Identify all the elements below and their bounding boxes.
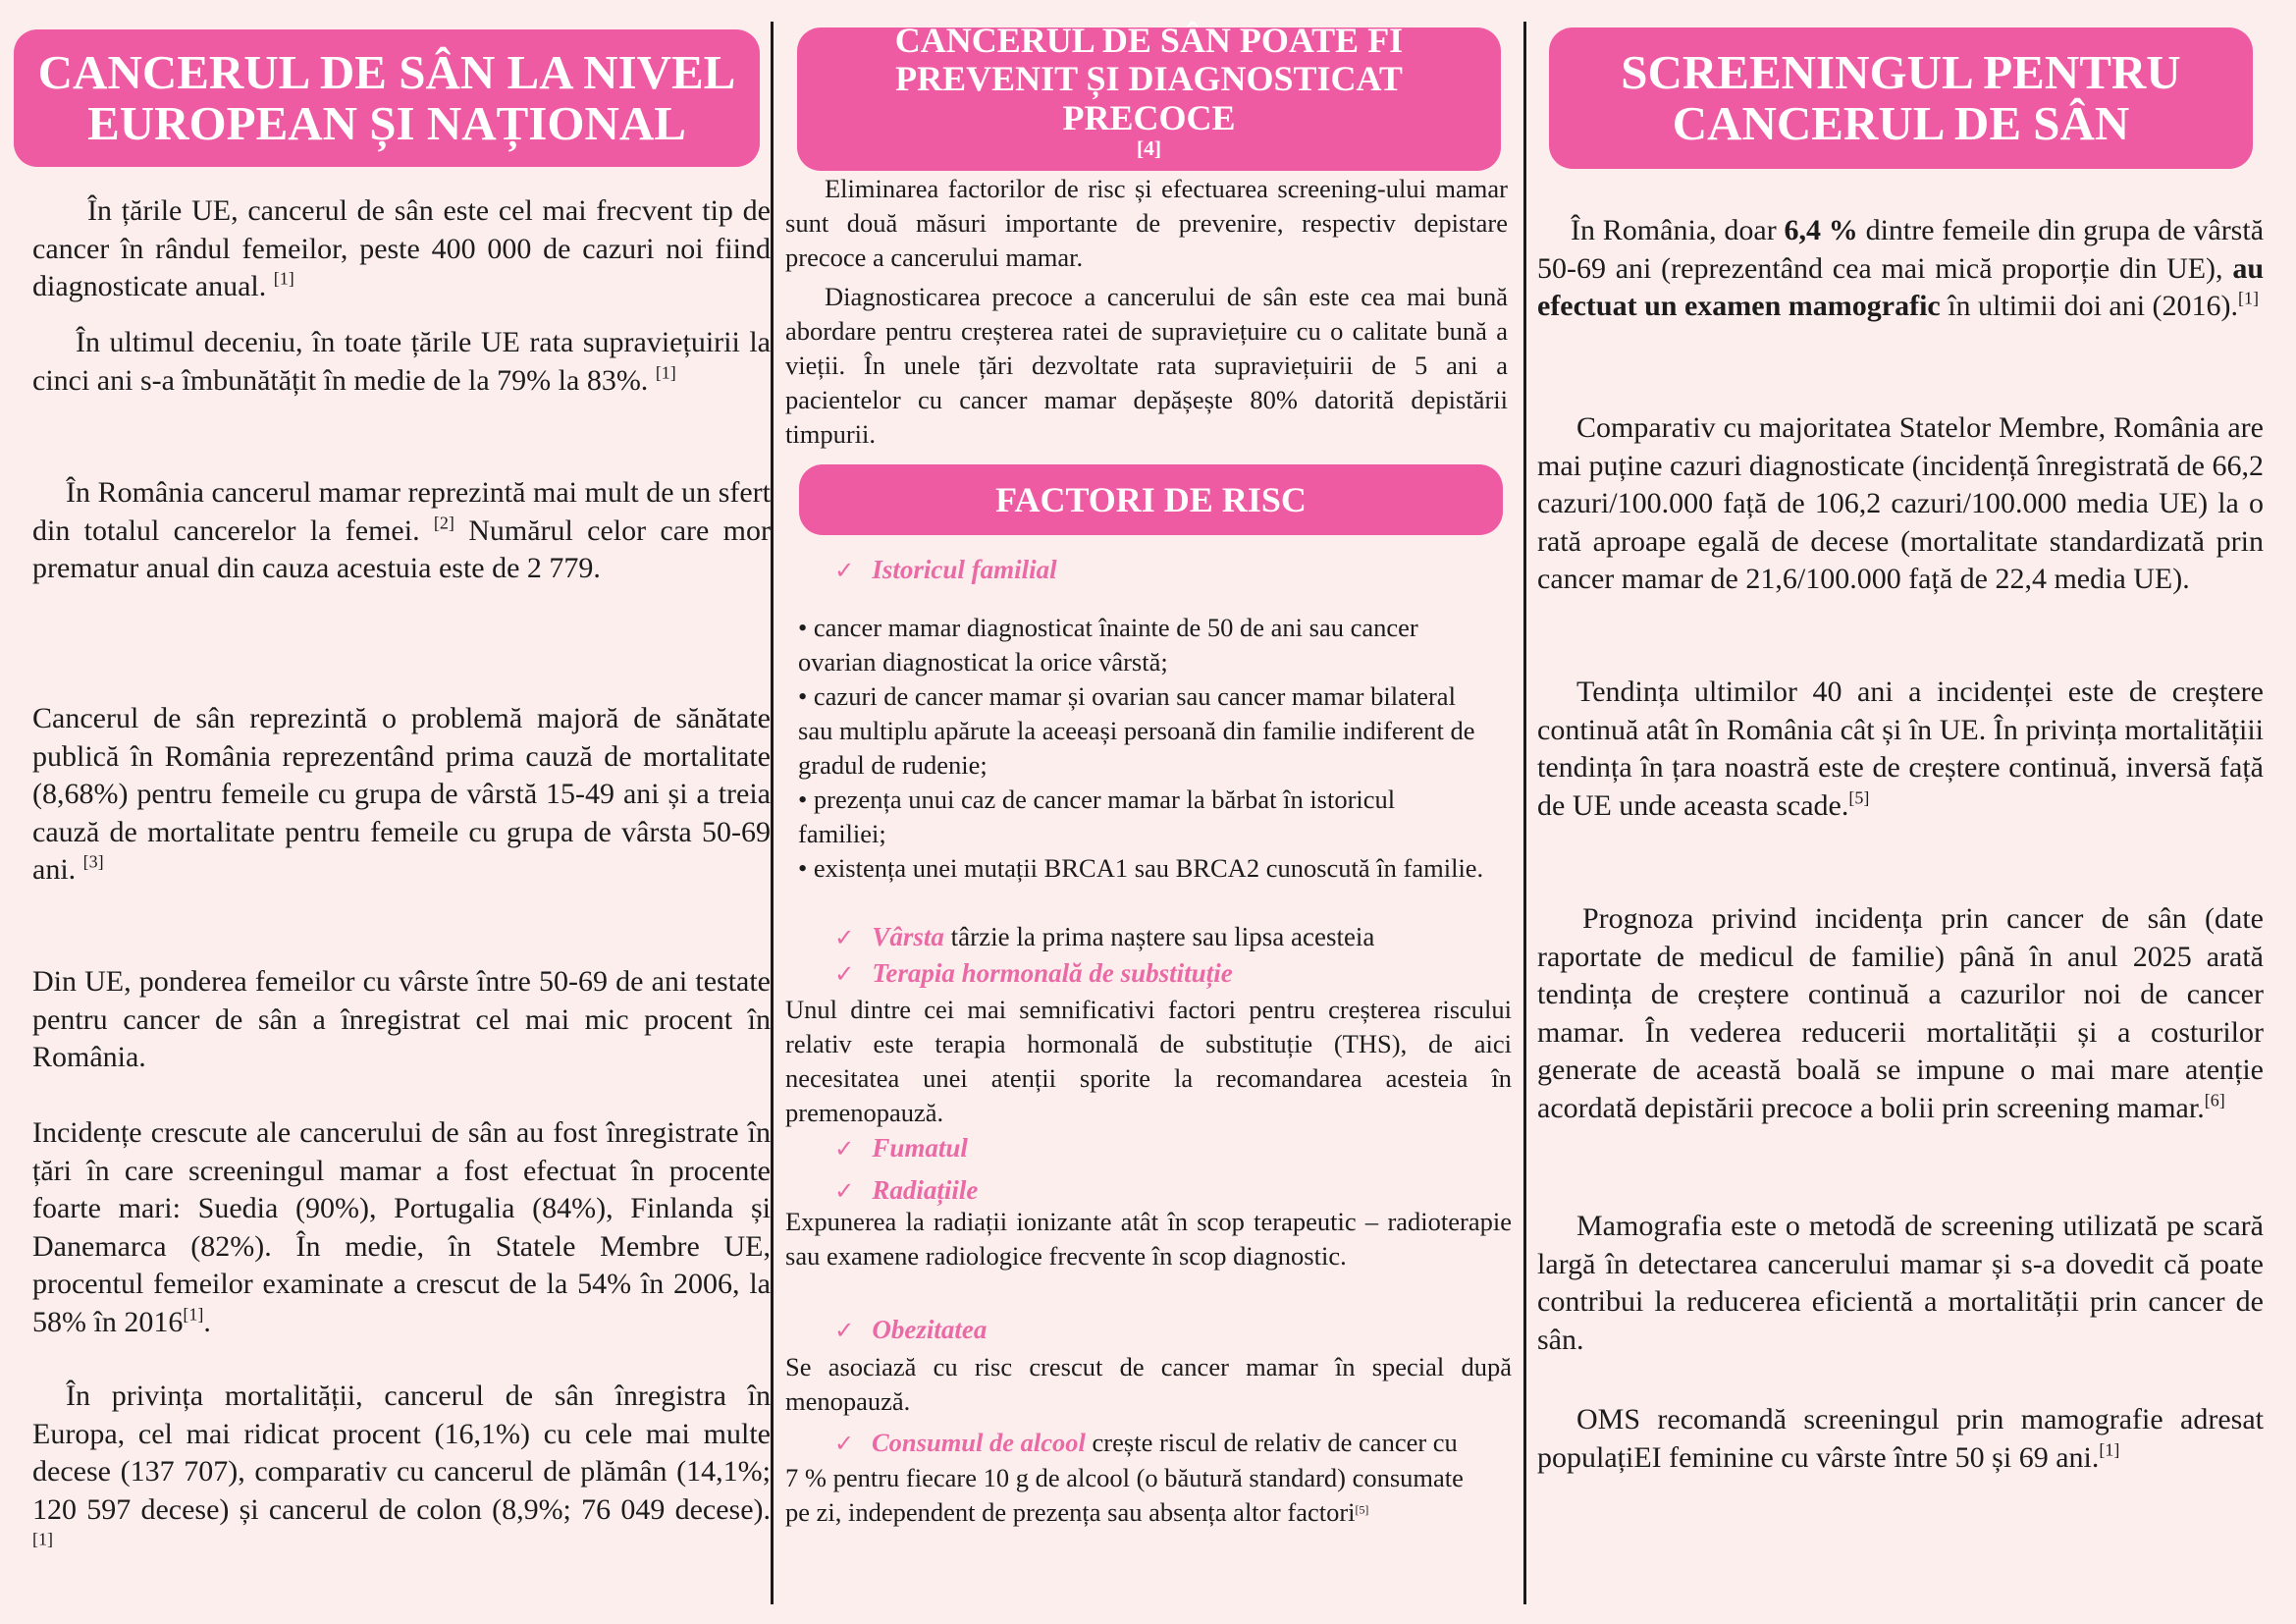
section-title-risk-factors: [799, 464, 1503, 535]
paragraph: [1537, 900, 2264, 1127]
reference: [3]: [82, 851, 104, 872]
check-icon: ✓: [834, 959, 855, 988]
risk-factor-smoking: [834, 1131, 968, 1165]
risk-factor-hrt: [834, 956, 1233, 991]
list-item: • cazuri de cancer mamar și ovarian sau cancer mamar bilateral sau multiplu apărute la aceeași persoană din familie indiferent de gradul de rudenie;: [798, 681, 1475, 780]
paragraph-text: Din UE, ponderea femeilor cu vârste între 50-69 de ani testate pentru cancer de sân a înregistrat cel mai mic procent în România.: [32, 965, 771, 1073]
paragraph: [785, 172, 1508, 275]
paragraph-text: Prognoza privind incidența prin cancer de sân (date raportate de medicul de familie) până în anul 2025 arată tendința de creștere continuă a cazurilor noi de cancer mamar. În vederea reducerii mortalității și a costurilor generate de această boală se impune o mai mare atenție acordată depistării precoce a bolii prin screening mamar.: [1537, 902, 2264, 1124]
paragraph: [785, 1350, 1512, 1419]
check-icon: ✓: [834, 1316, 855, 1344]
risk-factor-label: Obezitatea: [872, 1315, 988, 1344]
paragraph-text: .: [203, 1305, 211, 1338]
title-line: [1062, 99, 1235, 177]
check-icon: ✓: [834, 1134, 855, 1163]
section-title-european-national: [14, 29, 760, 167]
risk-factor-label: Radiațiile: [872, 1175, 979, 1205]
paragraph: [1537, 409, 2264, 599]
risk-factor-age: [834, 920, 1374, 954]
paragraph: [1537, 1208, 2264, 1359]
paragraph-text: Expunerea la radiații ionizante atât în scop terapeutic – radioterapie sau examene radiologice frecvente în scop diagnostic.: [785, 1207, 1512, 1271]
paragraph-text: În ultimul deceniu, în toate țările UE rata supraviețuirii la cinci ani s-a îmbunătățit în medie de la 79% la 83%.: [32, 326, 771, 397]
paragraph-text: Diagnosticarea precoce a cancerului de sân este cea mai bună abordare pentru creșterea ratei de supraviețuire cu o calitate bună a vieții. În unele țări dezvoltate rata supraviețuirii de 5 ani a pacientelor cu cancer mamar depășește 80% datorită depistării timpurii.: [785, 282, 1508, 449]
column-prevention: [785, 0, 1514, 1624]
paragraph: [785, 1205, 1512, 1273]
reference: [1]: [2238, 288, 2260, 308]
check-icon: ✓: [834, 556, 855, 584]
paragraph: [785, 280, 1508, 452]
title-line: EUROPEAN ȘI NAȚIONAL: [87, 96, 686, 150]
paragraph-text: OMS recomandă screeningul prin mamografie adresat populațiEI feminine cu vârste între 50 și 69 ani.: [1537, 1403, 2264, 1474]
reference: [5]: [1848, 786, 1870, 807]
paragraph-text: Unul dintre cei mai semnificativi factori pentru creșterea riscului relativ este terapia hormonală de substituție (THS), de aici necesitatea unei atenții sporite la recomandarea acesteia în premenopauză.: [785, 995, 1512, 1127]
title-line: CANCERUL DE SÂN: [1672, 96, 2130, 150]
paragraph: [1537, 674, 2264, 825]
list-item: • existența unei mutații BRCA1 sau BRCA2 cunoscută în familie.: [798, 853, 1484, 883]
paragraph: [1537, 212, 2264, 326]
column-divider-left: [771, 22, 774, 1604]
risk-factor-label: Vârsta: [872, 922, 944, 951]
paragraph-text: Tendința ultimilor 40 ani a incidenței este de creștere continuă atât în România cât și în UE. În privința mortalitățiii tendința în țara noastră este de creștere continuă, inversă față de UE unde aceasta scade.: [1537, 676, 2264, 822]
paragraph: [32, 192, 771, 306]
section-title-screening: [1549, 27, 2253, 169]
title-line: CANCERUL DE SÂN LA NIVEL: [37, 45, 736, 100]
paragraph-text: În privința mortalității, cancerul de sân înregistra în Europa, cel mai ridicat procent (16,1%) cu cele mai multe decese (137 707), comparativ cu cancerul de plămân (14,1%; 120 597 decese) și cancerul de colon (8,9%; 76 049 decese).: [32, 1380, 771, 1526]
check-icon: ✓: [834, 923, 855, 951]
family-history-list: [798, 611, 1485, 886]
highlight-text: au efectuat un examen mamografic: [1537, 251, 2264, 322]
section-title-prevention: [797, 20, 1501, 171]
risk-factor-alcohol: [785, 1426, 1472, 1530]
paragraph: [32, 324, 771, 400]
paragraph-text: Mamografia este o metodă de screening utilizată pe scară largă în detectarea cancerului mamar și s-a dovedit că poate contribui la reducerea eficientă a mortalității prin cancer de sân.: [1537, 1210, 2264, 1356]
highlight-value: 6,4 %: [1784, 214, 1858, 246]
paragraph: [32, 700, 771, 890]
paragraph-text: Incidențe crescute ale cancerului de sân au fost înregistrate în țări în care screeningul mamar a fost efectuat în procente foarte mari: Suedia (90%), Portugalia (84%), Finlanda și Danemarca (82%). În medie, în Statele Membre UE, procentul femeilor examinate a crescut de la 54% în 2006, la 58% în 2016: [32, 1116, 771, 1338]
paragraph-text: În țările UE, cancerul de sân este cel mai frecvent tip de cancer în rândul femeilor, peste 400 000 de cazuri noi fiind diagnosticate anual.: [32, 194, 771, 302]
reference: [2]: [433, 512, 454, 532]
paragraph-text: În România, doar: [1571, 214, 1785, 246]
paragraph-text: Comparativ cu majoritatea Statelor Membre, România are mai puține cazuri diagnosticate (incidență înregistrată de 66,2 cazuri/100.000 față de 106,2 cazuri/100.000 media UE) la o rată aproape egală de decese (mortalitate standardizată prin cancer mamar de 21,6/100.000 față de 22,4 media UE).: [1537, 411, 2264, 595]
reference: [1]: [655, 361, 676, 382]
list-item: • cancer mamar diagnosticat înainte de 50 de ani sau cancer ovarian diagnosticat la orice vârstă;: [798, 613, 1418, 677]
paragraph: [785, 993, 1512, 1130]
paragraph-text: În România cancerul mamar reprezintă mai mult de un sfert din totalul cancerelor la femei.: [32, 476, 771, 547]
risk-factor-radiation: [834, 1173, 978, 1208]
reference: [5]: [1355, 1502, 1369, 1517]
risk-factor-family-history: [834, 553, 1057, 587]
title-line: SCREENINGUL PENTRU: [1621, 45, 2181, 100]
paragraph: [32, 1114, 771, 1341]
paragraph-text: Numărul celor care mor prematur anual din cauza acestuia este de 2 779.: [32, 514, 771, 584]
column-divider-right: [1523, 22, 1526, 1604]
reference: [1]: [2099, 1438, 2120, 1459]
title-line: FACTORI DE RISC: [995, 479, 1307, 519]
paragraph: [32, 1378, 771, 1567]
paragraph: [32, 474, 771, 588]
reference: [1]: [183, 1303, 204, 1324]
reference: [6]: [2204, 1089, 2225, 1110]
risk-factor-label: Istoricul familial: [872, 555, 1057, 584]
title-line: PREVENIT ȘI DIAGNOSTICAT: [895, 59, 1403, 99]
paragraph-text: dintre femeile din grupa de vârstă 50-69 ani (reprezentând cea mai mică proporție din UE),: [1537, 214, 2265, 285]
paragraph-text: crește riscul de relativ de cancer cu 7 % pentru fiecare 10 g de alcool (o băutură standard) consumate pe zi, independent de prezența sau absența altor factori: [785, 1428, 1464, 1527]
risk-factor-label: Fumatul: [872, 1133, 968, 1163]
list-item: • prezența unui caz de cancer mamar la bărbat în istoricul familiei;: [798, 785, 1396, 848]
risk-factor-obesity: [834, 1313, 987, 1347]
reference: [1]: [273, 268, 294, 289]
reference: [1]: [32, 1529, 53, 1549]
check-icon: ✓: [834, 1430, 854, 1457]
risk-factor-label: Consumul de alcool: [871, 1428, 1086, 1457]
risk-factor-label: Terapia hormonală de substituție: [872, 958, 1233, 988]
paragraph-text: în ultimii doi ani (2016).: [1940, 290, 2239, 322]
column-european-national: [14, 0, 771, 1624]
paragraph: [1537, 1401, 2264, 1477]
paragraph-text: Cancerul de sân reprezintă o problemă majoră de sănătate publică în România reprezentând prima cauză de mortalitate (8,68%) pentru femeile cu grupa de vârstă 15-49 ani și a treia cauză de mortalitate pentru femeile cu grupa de vârsta 50-69 ani.: [32, 702, 771, 886]
reference: [4]: [1136, 135, 1162, 160]
paragraph-text: Se asociază cu risc crescut de cancer mamar în special după menopauză.: [785, 1352, 1512, 1416]
title-line: CANCERUL DE SÂN POATE FI: [894, 20, 1404, 60]
risk-factor-text: târzie la prima naștere sau lipsa acesteia: [943, 922, 1375, 951]
paragraph-text: Eliminarea factorilor de risc și efectuarea screening-ului mamar sunt două măsuri importante de prevenire, respectiv depistare precoce a cancerului mamar.: [785, 174, 1508, 272]
title-text: PRECOCE: [1062, 98, 1236, 137]
column-screening: [1537, 0, 2269, 1624]
paragraph: [32, 963, 771, 1077]
check-icon: ✓: [834, 1176, 855, 1205]
